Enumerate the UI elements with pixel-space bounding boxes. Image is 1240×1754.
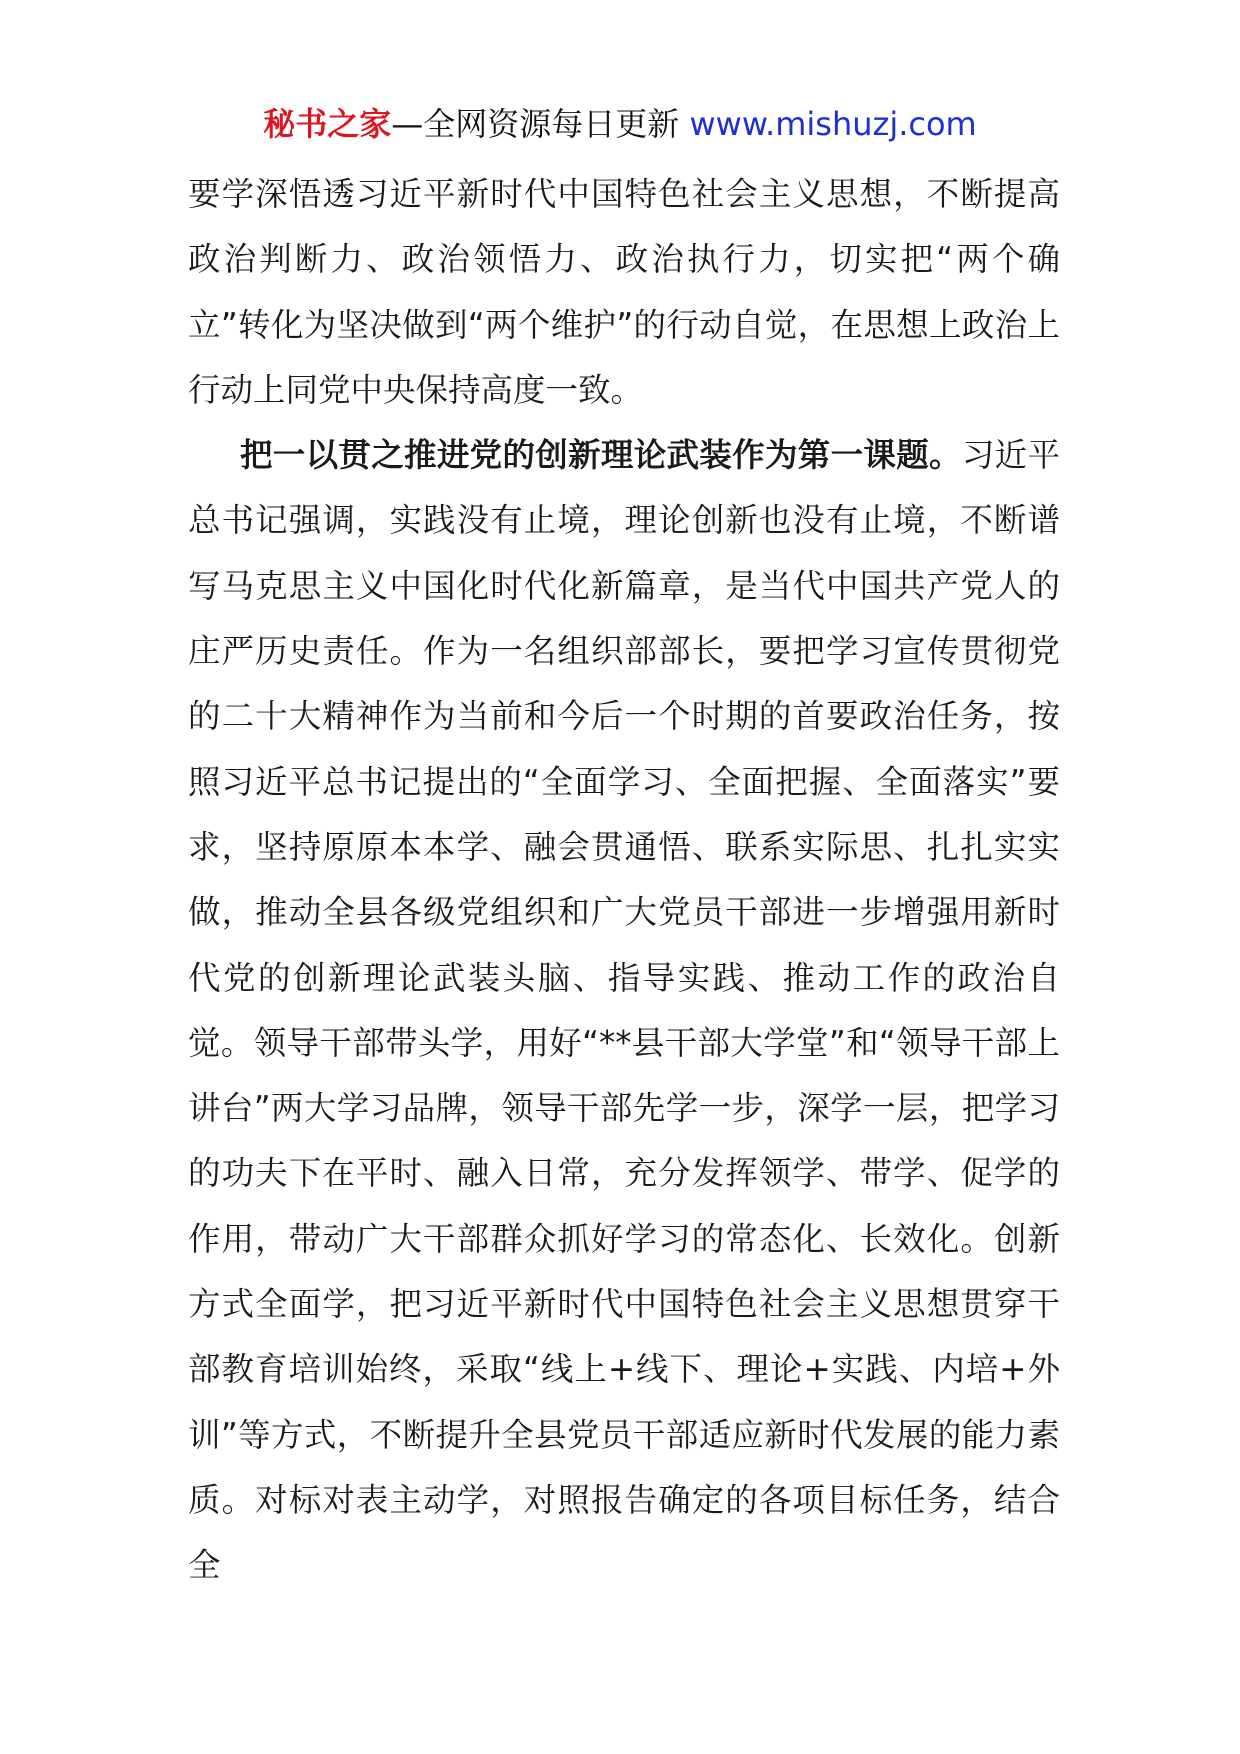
document-body bbox=[188, 162, 1060, 1599]
paragraph-lead-heading: 把一以贯之推进党的创新理论武装作为第一课题。 bbox=[240, 436, 962, 475]
brand-name: 秘书之家 bbox=[263, 105, 392, 143]
paragraph-text: 习近平总书记强调，实践没有止境，理论创新也没有止境，不断谱写马克思主义中国化时代化新篇章，是当代中国共产党人的庄严历史责任。作为一名组织部部长，要把学习宣传贯彻党的二十大精神作为当前和今后一个时期的首要政治任务，按照习近平总书记提出的“全面学习、全面把握、全面落实”要求，坚持原原本本学、融会贯通悟、联系实际思、扎扎实实做，推动全县各级党组织和广大党员干部进一步增强用新时代党的创新理论武装头脑、指导实践、推动工作的政治自觉。领导干部带头学，用好“**县干部大学堂”和“领导干部上讲台”两大学习品牌，领导干部先学一步，深学一层，把学习的功夫下在平时、融入日常，充分发挥领学、带学、促学的作用，带动广大干部群众抓好学习的常态化、长效化。创新方式全面学，把习近平新时代中国特色社会主义思想贯穿干部教育培训始终，采取“线上+线下、理论+实践、内培+外训”等方式，不断提升全县党员干部适应新时代发展的能力素质。对标对表主动学，对照报告确定的各项目标任务，结合全 bbox=[188, 436, 1060, 1585]
header-tagline: —全网资源每日更新 bbox=[391, 105, 690, 143]
paragraph-text: 要学深悟透习近平新时代中国特色社会主义思想，不断提高政治判断力、政治领悟力、政治执行力，切实把“两个确立”转化为坚决做到“两个维护”的行动自觉，在思想上政治上行动上同党中央保持高度一致。 bbox=[188, 175, 1060, 409]
paragraph-theory-arming bbox=[188, 423, 1060, 1598]
website-link[interactable]: www.mishuzj.com bbox=[689, 105, 977, 143]
page-header bbox=[0, 102, 1240, 146]
paragraph-continuation bbox=[188, 162, 1060, 423]
